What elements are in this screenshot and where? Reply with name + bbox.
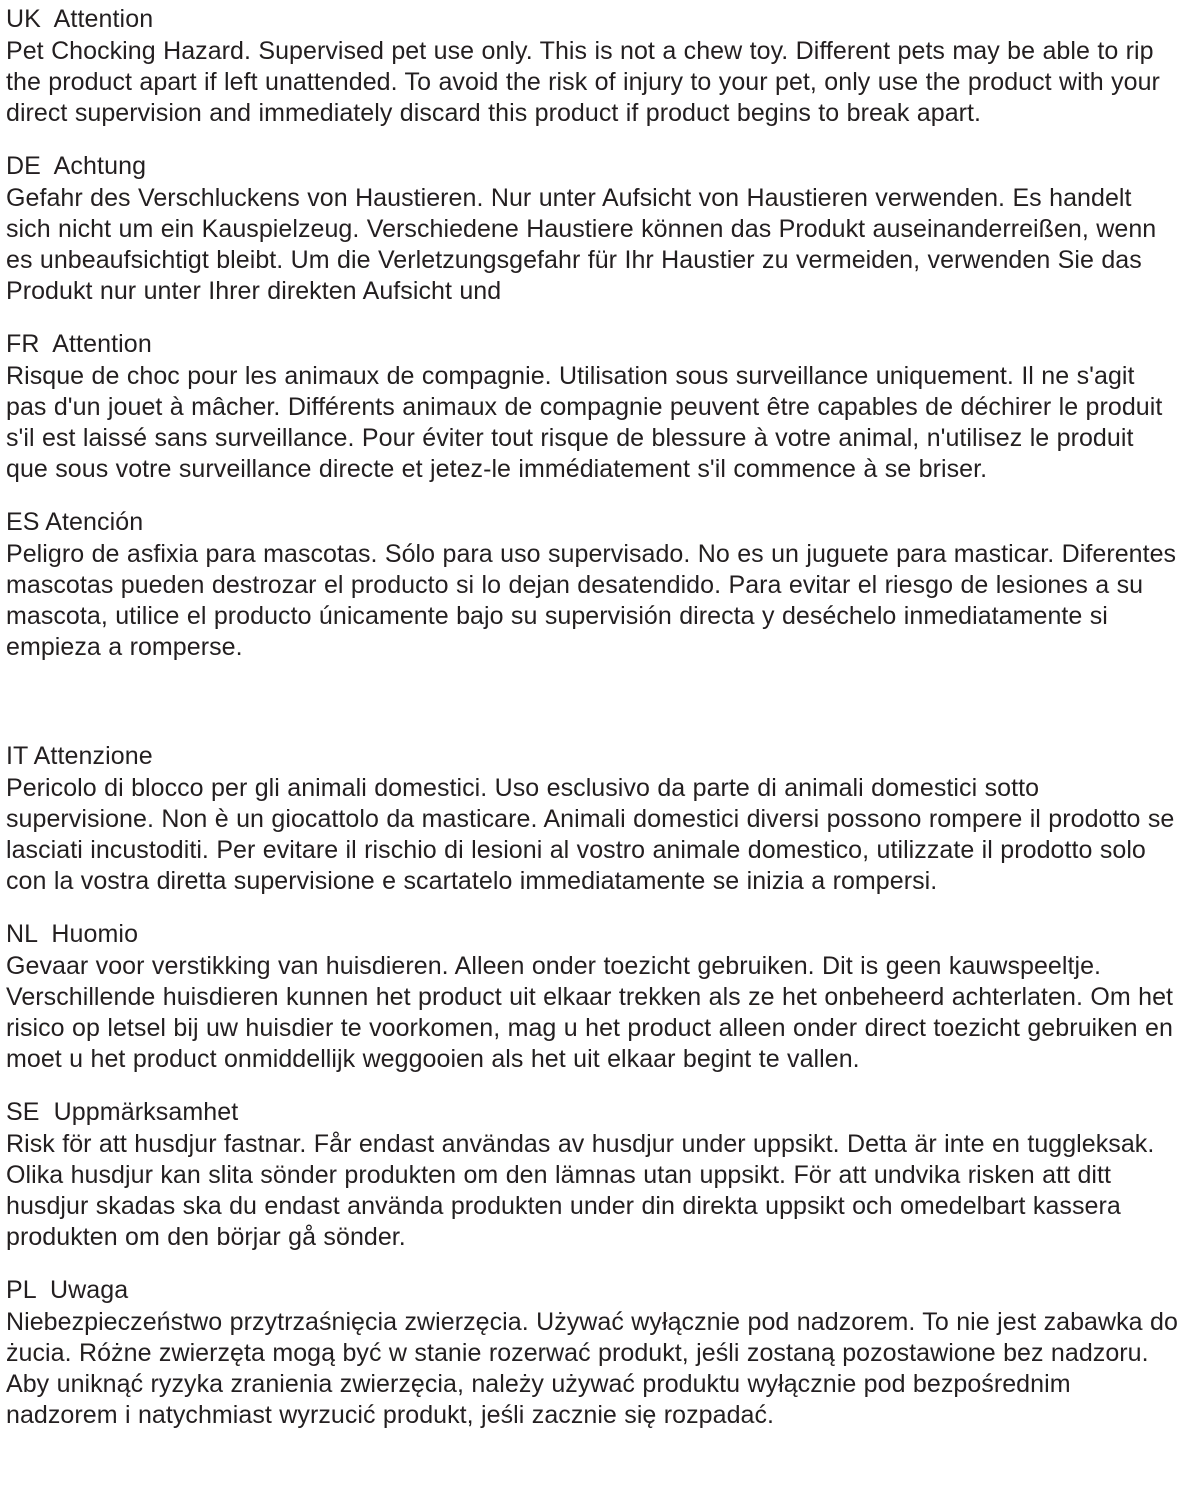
section-heading-it: IT Attenzione (6, 742, 153, 770)
warning-section-se (6, 1097, 1179, 1253)
section-body-se: Risk för att husdjur fastnar. Får endast användas av husdjur under uppsikt. Detta är inte en tuggleksak. Olika husdjur kan slita sönder produkten om den lämnas utan uppsikt. För att undvika risken att ditt husdjur skadas ska du endast använda produkten under din direkta uppsikt och omedelbart kassera produkten om den börjar gå sönder. (6, 1130, 1155, 1251)
section-body-nl: Gevaar voor verstikking van huisdieren. Alleen onder toezicht gebruiken. Dit is geen kauwspeeltje. Verschillende huisdieren kunnen het product uit elkaar trekken als ze het onbeheerd achterlaten. Om het risico op letsel bij uw huisdier te voorkomen, mag u het product alleen onder direct toezicht gebruiken en moet u het product onmiddellijk weggooien als het uit elkaar begint te vallen. (6, 952, 1174, 1073)
warning-section-de (6, 151, 1179, 307)
section-heading-uk: UK Attention (6, 5, 154, 33)
warning-section-fr (6, 329, 1179, 485)
section-body-de: Gefahr des Verschluckens von Haustieren. Nur unter Aufsicht von Haustieren verwenden. Es handelt sich nicht um ein Kauspielzeug. Verschiedene Haustiere können das Produkt auseinanderreißen, wenn es unbeaufsichtigt bleibt. Um die Verletzungsgefahr für Ihr Haustier zu vermeiden, verwenden Sie das Produkt nur unter Ihrer direkten Aufsicht und (6, 184, 1157, 305)
section-body-fr: Risque de choc pour les animaux de compagnie. Utilisation sous surveillance uniquement. Il ne s'agit pas d'un jouet à mâcher. Différents animaux de compagnie peuvent être capables de déchirer le produit s'il est laissé sans surveillance. Pour éviter tout risque de blessure à votre animal, n'utilisez le produit que sous votre surveillance directe et jetez-le immédiatement s'il commence à se briser. (6, 362, 1163, 483)
section-body-es: Peligro de asfixia para mascotas. Sólo para uso supervisado. No es un juguete para masticar. Diferentes mascotas pueden destrozar el producto si lo dejan desatendido. Para evitar el riesgo de lesiones a su mascota, utilice el producto únicamente bajo su supervisión directa y deséchelo inmediatamente si empieza a romperse. (6, 540, 1177, 661)
warning-section-es (6, 507, 1179, 663)
section-heading-es: ES Atención (6, 508, 144, 536)
section-heading-de: DE Achtung (6, 152, 147, 180)
warning-section-uk (6, 4, 1179, 129)
section-heading-nl: NL Huomio (6, 920, 139, 948)
section-body-uk: Pet Chocking Hazard. Supervised pet use only. This is not a chew toy. Different pets may be able to rip the product apart if left unattended. To avoid the risk of injury to your pet, only use the product with your direct supervision and immediately discard this product if product begins to break apart. (6, 37, 1160, 127)
section-body-it: Pericolo di blocco per gli animali domestici. Uso esclusivo da parte di animali domestici sotto supervisione. Non è un giocattolo da masticare. Animali domestici diversi possono rompere il prodotto se lasciati incustoditi. Per evitare il rischio di lesioni al vostro animale domestico, utilizzate il prodotto solo con la vostra diretta supervisione e scartatelo immediatamente se inizia a rompersi. (6, 774, 1175, 895)
section-heading-pl: PL Uwaga (6, 1276, 129, 1304)
warning-section-it (6, 741, 1179, 897)
section-body-pl: Niebezpieczeństwo przytrzaśnięcia zwierzęcia. Używać wyłącznie pod nadzorem. To nie jest zabawka do żucia. Różne zwierzęta mogą być w stanie rozerwać produkt, jeśli zostaną pozostawione bez nadzoru. Aby uniknąć ryzyka zranienia zwierzęcia, należy używać produktu wyłącznie pod bezpośrednim nadzorem i natychmiast wyrzucić produkt, jeśli zacznie się rozpadać. (6, 1308, 1178, 1429)
section-heading-se: SE Uppmärksamhet (6, 1098, 239, 1126)
section-heading-fr: FR Attention (6, 330, 152, 358)
warning-section-nl (6, 919, 1179, 1075)
warning-section-pl (6, 1275, 1179, 1431)
